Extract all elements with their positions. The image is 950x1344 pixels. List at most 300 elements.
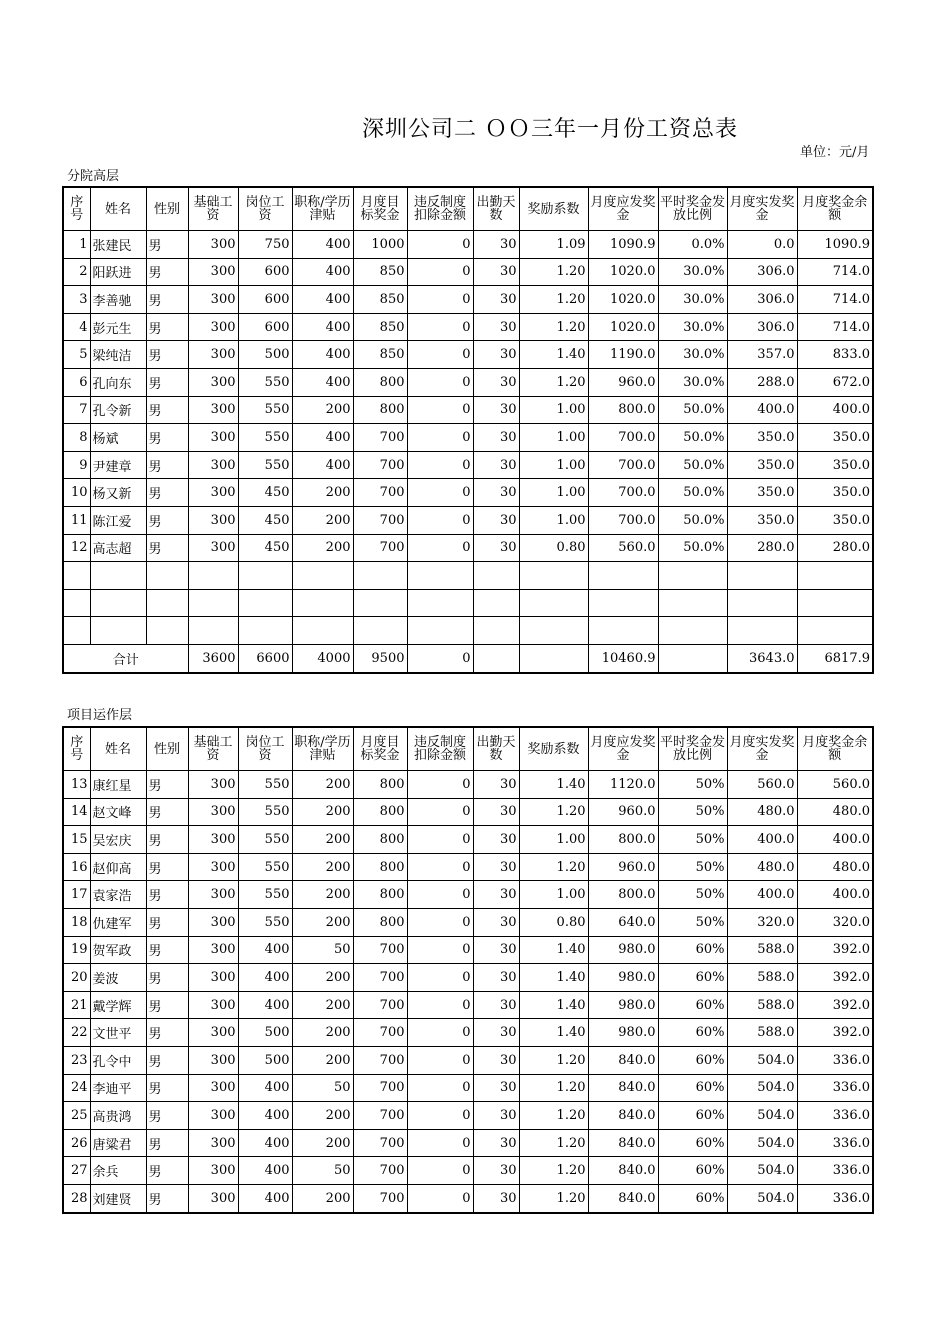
- total-label: 合计: [63, 644, 188, 672]
- table-cell: [353, 617, 407, 645]
- table-cell: 男: [146, 479, 188, 507]
- table-cell: 张建民: [90, 231, 146, 259]
- table-cell: 336.0: [797, 1046, 873, 1074]
- total-cell: [519, 644, 588, 672]
- column-header: 姓名: [90, 727, 146, 771]
- table-cell: 0: [407, 853, 473, 881]
- table-cell: 1.20: [519, 1074, 588, 1102]
- table-cell: 男: [146, 313, 188, 341]
- table-row: [63, 1184, 873, 1212]
- table-row: [63, 964, 873, 992]
- table-cell: 300: [188, 826, 238, 854]
- table-cell: 700: [353, 451, 407, 479]
- table-cell: 1.20: [519, 1046, 588, 1074]
- table-cell: 50: [292, 1074, 353, 1102]
- table-cell: 800: [353, 396, 407, 424]
- table-cell: 30.0%: [658, 286, 727, 314]
- table-cell: 9: [63, 451, 90, 479]
- table-cell: [727, 589, 797, 617]
- table-cell: 700: [353, 1046, 407, 1074]
- table-cell: 500: [238, 341, 292, 369]
- table-cell: 714.0: [797, 313, 873, 341]
- total-cell: 9500: [353, 644, 407, 672]
- table-cell: 30: [473, 1046, 519, 1074]
- table-cell: 男: [146, 908, 188, 936]
- table-cell: 赵仰高: [90, 853, 146, 881]
- table-cell: 1.00: [519, 479, 588, 507]
- table-cell: 400.0: [797, 881, 873, 909]
- table-cell: 336.0: [797, 1184, 873, 1212]
- table-cell: [407, 589, 473, 617]
- table-cell: 280.0: [727, 534, 797, 562]
- table-cell: 800: [353, 771, 407, 799]
- table-cell: 840.0: [588, 1046, 658, 1074]
- table-cell: 0: [407, 1129, 473, 1157]
- table-cell: 杨又新: [90, 479, 146, 507]
- table-cell: 306.0: [727, 286, 797, 314]
- table-row: [63, 341, 873, 369]
- table-cell: 30: [473, 1074, 519, 1102]
- table-cell: 800: [353, 908, 407, 936]
- table-cell: 300: [188, 853, 238, 881]
- table-cell: 30: [473, 908, 519, 936]
- table-row: [63, 231, 873, 259]
- table-cell: 350.0: [797, 424, 873, 452]
- table-cell: 30: [473, 534, 519, 562]
- column-header: 月度奖金余额: [797, 187, 873, 231]
- table-cell: 1.40: [519, 1019, 588, 1047]
- table-cell: 200: [292, 1102, 353, 1130]
- table-cell: 0: [407, 286, 473, 314]
- table-cell: 300: [188, 1019, 238, 1047]
- table-cell: 800.0: [588, 881, 658, 909]
- table-cell: 300: [188, 771, 238, 799]
- table-cell: 阳跃进: [90, 258, 146, 286]
- table-cell: 1.20: [519, 258, 588, 286]
- table-cell: 30: [473, 798, 519, 826]
- table-cell: 30: [473, 1129, 519, 1157]
- table-row: [63, 853, 873, 881]
- table-cell: 672.0: [797, 368, 873, 396]
- table-cell: 980.0: [588, 991, 658, 1019]
- table-cell: 700: [353, 964, 407, 992]
- table-cell: 50%: [658, 853, 727, 881]
- table-cell: 0: [407, 991, 473, 1019]
- table-row: [63, 1129, 873, 1157]
- table-cell: 5: [63, 341, 90, 369]
- table-cell: 300: [188, 991, 238, 1019]
- table-cell: [90, 589, 146, 617]
- total-cell: [658, 644, 727, 672]
- table-cell: 350.0: [727, 424, 797, 452]
- table-cell: 康红星: [90, 771, 146, 799]
- table-cell: 14: [63, 798, 90, 826]
- table-cell: 850: [353, 313, 407, 341]
- table-cell: 文世平: [90, 1019, 146, 1047]
- table-cell: [90, 562, 146, 590]
- table-cell: 700: [353, 479, 407, 507]
- table-cell: 550: [238, 424, 292, 452]
- table-cell: 30: [473, 231, 519, 259]
- table-cell: 1020.0: [588, 258, 658, 286]
- table-cell: 1020.0: [588, 286, 658, 314]
- table-cell: 1090.9: [797, 231, 873, 259]
- table-cell: 戴学辉: [90, 991, 146, 1019]
- table-cell: 尹建章: [90, 451, 146, 479]
- table-cell: [188, 617, 238, 645]
- table-cell: 400.0: [727, 826, 797, 854]
- table-cell: 504.0: [727, 1157, 797, 1185]
- table-cell: 男: [146, 396, 188, 424]
- table-cell: 17: [63, 881, 90, 909]
- table-cell: 0: [407, 396, 473, 424]
- table-cell: 28: [63, 1184, 90, 1212]
- table-cell: 700: [353, 1074, 407, 1102]
- table-cell: 男: [146, 826, 188, 854]
- table-row: [63, 991, 873, 1019]
- table-cell: 0.0: [727, 231, 797, 259]
- table-cell: [658, 589, 727, 617]
- table-cell: 0: [407, 1074, 473, 1102]
- table-cell: 30.0%: [658, 368, 727, 396]
- table-cell: 30: [473, 936, 519, 964]
- table-cell: [407, 617, 473, 645]
- table-cell: 700: [353, 1157, 407, 1185]
- table-cell: 550: [238, 771, 292, 799]
- table-cell: 0: [407, 258, 473, 286]
- table-cell: 300: [188, 451, 238, 479]
- table-cell: [292, 562, 353, 590]
- table-cell: 400.0: [797, 396, 873, 424]
- table-cell: 400: [238, 1129, 292, 1157]
- table-row: [63, 286, 873, 314]
- table-cell: 300: [188, 313, 238, 341]
- table-cell: 400: [238, 991, 292, 1019]
- table-cell: 200: [292, 534, 353, 562]
- table-cell: 30: [473, 479, 519, 507]
- table-cell: 男: [146, 286, 188, 314]
- table-cell: 26: [63, 1129, 90, 1157]
- column-header: 月度实发奖金: [727, 727, 797, 771]
- table-cell: 50.0%: [658, 451, 727, 479]
- table-cell: 1.00: [519, 881, 588, 909]
- table-cell: 60%: [658, 1184, 727, 1212]
- total-cell: 6600: [238, 644, 292, 672]
- table-cell: 300: [188, 798, 238, 826]
- total-cell: [473, 644, 519, 672]
- table-cell: 30: [473, 368, 519, 396]
- table-cell: 400: [292, 451, 353, 479]
- table-row: [63, 424, 873, 452]
- table-cell: 300: [188, 286, 238, 314]
- table-cell: 50.0%: [658, 506, 727, 534]
- table-cell: 60%: [658, 991, 727, 1019]
- table-cell: 200: [292, 1184, 353, 1212]
- table-cell: 336.0: [797, 1129, 873, 1157]
- table-cell: 男: [146, 1102, 188, 1130]
- table-cell: 男: [146, 1129, 188, 1157]
- table-cell: 200: [292, 1019, 353, 1047]
- table-cell: 300: [188, 479, 238, 507]
- column-header: 月度目标奖金: [353, 187, 407, 231]
- table-cell: 1.20: [519, 1184, 588, 1212]
- table-cell: [797, 589, 873, 617]
- table-cell: [519, 617, 588, 645]
- table-cell: 1.00: [519, 506, 588, 534]
- table-cell: 李善驰: [90, 286, 146, 314]
- table-cell: 0: [407, 451, 473, 479]
- table-cell: 男: [146, 1157, 188, 1185]
- table-row: [63, 1102, 873, 1130]
- column-header: 奖励系数: [519, 727, 588, 771]
- table-cell: 588.0: [727, 991, 797, 1019]
- table-cell: 1.00: [519, 424, 588, 452]
- table-cell: 30: [473, 881, 519, 909]
- table-cell: 320.0: [727, 908, 797, 936]
- table-cell: 30: [473, 1157, 519, 1185]
- table-cell: 800: [353, 826, 407, 854]
- table-cell: 13: [63, 771, 90, 799]
- table-cell: 1.20: [519, 286, 588, 314]
- column-header: 姓名: [90, 187, 146, 231]
- table-cell: 30: [473, 1184, 519, 1212]
- table-cell: 30: [473, 424, 519, 452]
- table-cell: 300: [188, 506, 238, 534]
- table-cell: 1.20: [519, 1129, 588, 1157]
- table-cell: 1.40: [519, 771, 588, 799]
- table-cell: 504.0: [727, 1129, 797, 1157]
- table-cell: 男: [146, 534, 188, 562]
- table-cell: 60%: [658, 1129, 727, 1157]
- table-cell: 392.0: [797, 1019, 873, 1047]
- table-cell: 50.0%: [658, 424, 727, 452]
- table-cell: 0: [407, 341, 473, 369]
- column-header: 序号: [63, 727, 90, 771]
- table-cell: 1.20: [519, 853, 588, 881]
- table-cell: 200: [292, 771, 353, 799]
- table-cell: 400.0: [727, 881, 797, 909]
- table-cell: [588, 562, 658, 590]
- table-cell: 贺军政: [90, 936, 146, 964]
- table-cell: 6: [63, 368, 90, 396]
- table-cell: 1090.9: [588, 231, 658, 259]
- table-cell: 480.0: [797, 853, 873, 881]
- table-cell: 550: [238, 853, 292, 881]
- header-row: [63, 187, 873, 231]
- table-cell: [146, 562, 188, 590]
- table-cell: [658, 562, 727, 590]
- table-cell: 480.0: [797, 798, 873, 826]
- table-cell: 450: [238, 534, 292, 562]
- table-cell: 400: [238, 964, 292, 992]
- column-header: 月度目标奖金: [353, 727, 407, 771]
- total-cell: 3643.0: [727, 644, 797, 672]
- table-cell: 0: [407, 1184, 473, 1212]
- table-cell: 60%: [658, 964, 727, 992]
- table-cell: 560.0: [727, 771, 797, 799]
- table-cell: 500: [238, 1046, 292, 1074]
- total-row: [63, 644, 873, 672]
- table-cell: 300: [188, 396, 238, 424]
- table-cell: 400: [292, 258, 353, 286]
- table-row: [63, 936, 873, 964]
- table-cell: [797, 617, 873, 645]
- table-cell: 25: [63, 1102, 90, 1130]
- table-cell: 1.40: [519, 341, 588, 369]
- table-cell: 400: [238, 1074, 292, 1102]
- table-cell: 392.0: [797, 964, 873, 992]
- table-cell: 60%: [658, 1019, 727, 1047]
- table-cell: 50: [292, 936, 353, 964]
- column-header: 出勤天数: [473, 187, 519, 231]
- total-cell: 6817.9: [797, 644, 873, 672]
- table-cell: [797, 562, 873, 590]
- table-cell: 高志超: [90, 534, 146, 562]
- table-cell: 336.0: [797, 1157, 873, 1185]
- table-cell: 男: [146, 798, 188, 826]
- column-header: 基础工资: [188, 187, 238, 231]
- table-cell: 1.00: [519, 451, 588, 479]
- table-cell: 960.0: [588, 853, 658, 881]
- table-cell: 400.0: [727, 396, 797, 424]
- table-cell: 588.0: [727, 936, 797, 964]
- table-cell: 男: [146, 258, 188, 286]
- table-row: [63, 479, 873, 507]
- table-cell: 200: [292, 1046, 353, 1074]
- table-cell: 800: [353, 798, 407, 826]
- table-cell: 0: [407, 771, 473, 799]
- table-cell: 200: [292, 853, 353, 881]
- table-cell: 男: [146, 771, 188, 799]
- table-cell: 300: [188, 1046, 238, 1074]
- table-cell: 288.0: [727, 368, 797, 396]
- table-cell: 27: [63, 1157, 90, 1185]
- table-cell: 8: [63, 424, 90, 452]
- table-cell: 800.0: [588, 396, 658, 424]
- table-cell: 392.0: [797, 936, 873, 964]
- table-cell: 200: [292, 964, 353, 992]
- column-header: 平时奖金发放比例: [658, 727, 727, 771]
- table-cell: 24: [63, 1074, 90, 1102]
- table-cell: 30: [473, 313, 519, 341]
- table-cell: 300: [188, 1074, 238, 1102]
- column-header: 性别: [146, 727, 188, 771]
- table-cell: [238, 562, 292, 590]
- section2-table: [62, 726, 874, 1214]
- table-cell: 840.0: [588, 1157, 658, 1185]
- table-row: [63, 881, 873, 909]
- table-cell: 20: [63, 964, 90, 992]
- table-cell: 21: [63, 991, 90, 1019]
- table-cell: 350.0: [797, 451, 873, 479]
- table-cell: 刘建贤: [90, 1184, 146, 1212]
- table-cell: 200: [292, 798, 353, 826]
- table-cell: 550: [238, 368, 292, 396]
- table-cell: 700.0: [588, 451, 658, 479]
- table-cell: 30.0%: [658, 258, 727, 286]
- table-cell: 高贵鸿: [90, 1102, 146, 1130]
- table-cell: 60%: [658, 1074, 727, 1102]
- table-cell: 833.0: [797, 341, 873, 369]
- table-cell: 1120.0: [588, 771, 658, 799]
- table-cell: [90, 617, 146, 645]
- table-cell: 0: [407, 534, 473, 562]
- table-cell: 300: [188, 908, 238, 936]
- table-cell: 0: [407, 231, 473, 259]
- column-header: 出勤天数: [473, 727, 519, 771]
- unit-label: 单位：元/月: [800, 145, 870, 160]
- table-cell: 3: [63, 286, 90, 314]
- table-cell: 0: [407, 1157, 473, 1185]
- table-cell: 1.00: [519, 826, 588, 854]
- table-cell: [238, 617, 292, 645]
- table-cell: 10: [63, 479, 90, 507]
- table-cell: 300: [188, 964, 238, 992]
- table-cell: 1.40: [519, 991, 588, 1019]
- table-cell: 19: [63, 936, 90, 964]
- table-cell: 600: [238, 313, 292, 341]
- table-cell: 400: [238, 1102, 292, 1130]
- table-cell: 714.0: [797, 286, 873, 314]
- table-cell: 50%: [658, 881, 727, 909]
- table-cell: 400: [238, 1184, 292, 1212]
- table-cell: 300: [188, 1102, 238, 1130]
- table-row: [63, 826, 873, 854]
- table-cell: 504.0: [727, 1074, 797, 1102]
- table-cell: 700: [353, 1102, 407, 1130]
- table-cell: [146, 617, 188, 645]
- table-row: [63, 589, 873, 617]
- table-cell: 男: [146, 881, 188, 909]
- table-cell: 700.0: [588, 479, 658, 507]
- table-cell: 700: [353, 534, 407, 562]
- table-row: [63, 908, 873, 936]
- table-cell: 300: [188, 368, 238, 396]
- table-cell: 30: [473, 1019, 519, 1047]
- table-cell: 60%: [658, 936, 727, 964]
- table-cell: 200: [292, 908, 353, 936]
- table-cell: 孔向东: [90, 368, 146, 396]
- table-cell: 500: [238, 1019, 292, 1047]
- table-cell: 男: [146, 1074, 188, 1102]
- table-cell: [238, 589, 292, 617]
- table-cell: [188, 589, 238, 617]
- table-cell: 200: [292, 1129, 353, 1157]
- table-cell: 850: [353, 341, 407, 369]
- table-cell: [588, 589, 658, 617]
- table-cell: 300: [188, 424, 238, 452]
- table-cell: 30: [473, 396, 519, 424]
- table-cell: [292, 617, 353, 645]
- table-cell: 200: [292, 396, 353, 424]
- table-cell: 550: [238, 881, 292, 909]
- table-cell: 男: [146, 506, 188, 534]
- table-cell: 700: [353, 991, 407, 1019]
- table-cell: 350.0: [727, 451, 797, 479]
- table-cell: 0: [407, 798, 473, 826]
- table-cell: 306.0: [727, 313, 797, 341]
- table-cell: 700: [353, 506, 407, 534]
- table-cell: 0: [407, 826, 473, 854]
- table-cell: 袁家浩: [90, 881, 146, 909]
- column-header: 月度奖金余额: [797, 727, 873, 771]
- table-cell: 吴宏庆: [90, 826, 146, 854]
- table-cell: 彭元生: [90, 313, 146, 341]
- table-cell: 男: [146, 1184, 188, 1212]
- table-cell: 0: [407, 1046, 473, 1074]
- table-cell: 588.0: [727, 1019, 797, 1047]
- table-cell: 200: [292, 991, 353, 1019]
